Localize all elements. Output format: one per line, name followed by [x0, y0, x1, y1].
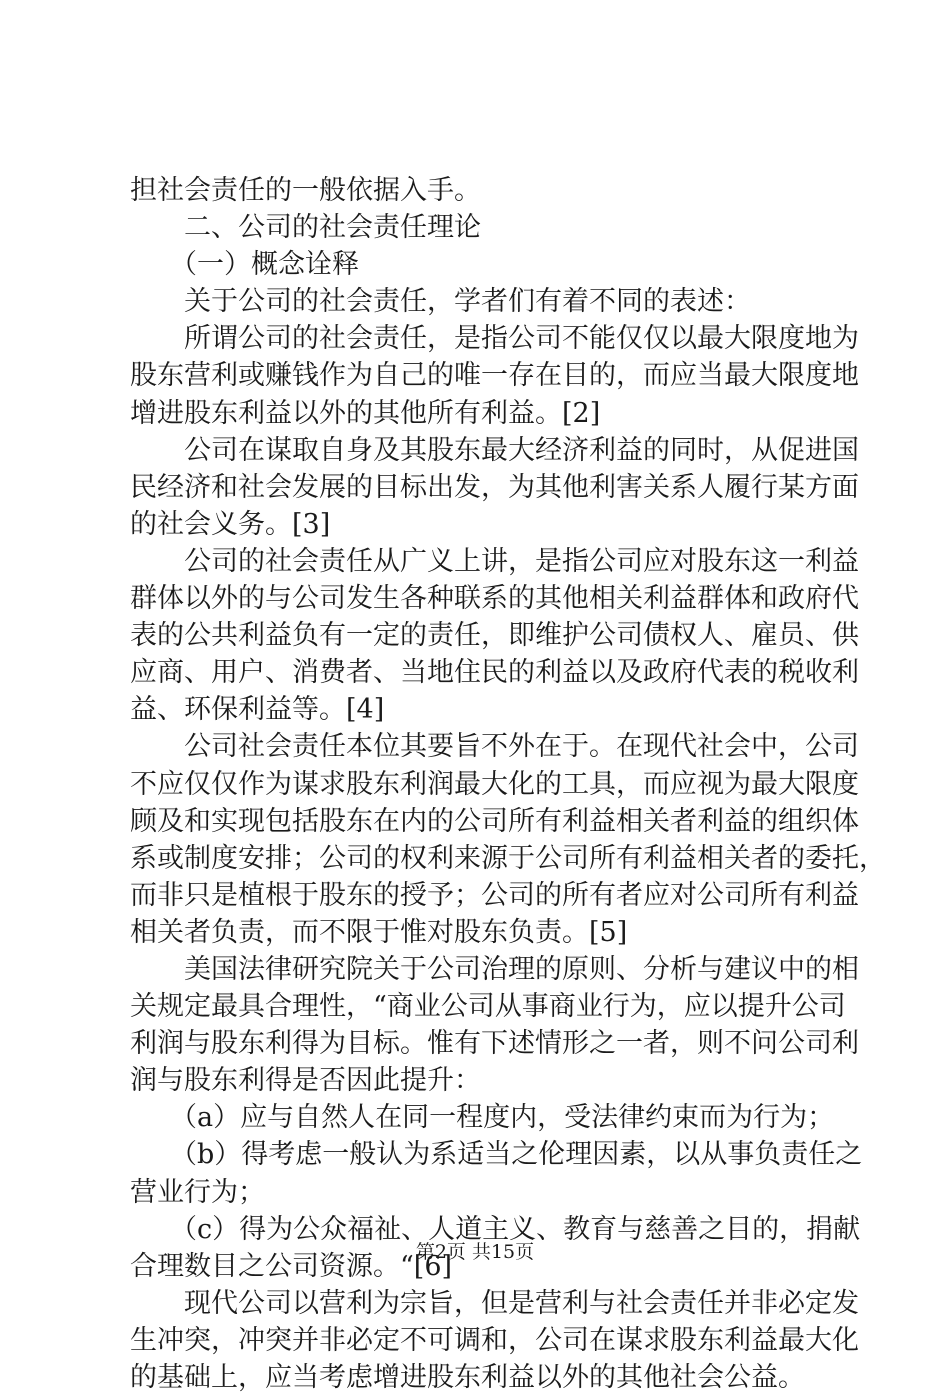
text-line: 关于公司的社会责任，学者们有着不同的表述： [184, 286, 751, 318]
text-line: （a）应与自然人在同一程度内，受法律约束而为行为； [170, 1102, 835, 1134]
text-line: 美国法律研究院关于公司治理的原则、分析与建议中的相 [184, 953, 859, 985]
text-line: 公司在谋取自身及其股东最大经济利益的同时，从促进国 [184, 434, 859, 466]
text-line: （b）得考虑一般认为系适当之伦理因素，以从事负责任之 [170, 1139, 863, 1171]
text-line: 关规定最具合理性，“商业公司从事商业行为，应以提升公司 [130, 991, 846, 1023]
text-line: 润与股东利得是否因此提升： [130, 1065, 481, 1097]
text-line: 系或制度安排；公司的权利来源于公司所有利益相关者的委托， [130, 842, 886, 874]
text-line: 群体以外的与公司发生各种联系的其他相关利益群体和政府代 [130, 583, 859, 615]
text-line: 不应仅仅作为谋求股东利润最大化的工具，而应视为最大限度 [130, 768, 859, 800]
text-line: 相关者负责，而不限于惟对股东负责。[5] [130, 916, 628, 948]
text-line: 股东营利或赚钱作为自己的唯一存在目的，而应当最大限度地 [130, 360, 859, 392]
text-line: 表的公共利益负有一定的责任，即维护公司债权人、雇员、供 [130, 620, 859, 652]
text-line: 公司社会责任本位其要旨不外在于。在现代社会中，公司 [184, 731, 859, 763]
text-line: 利润与股东利得为目标。惟有下述情形之一者，则不问公司利 [130, 1028, 859, 1060]
text-line: 而非只是植根于股东的授予；公司的所有者应对公司所有利益 [130, 879, 859, 911]
text-line: （c）得为公众福祉、人道主义、教育与慈善之目的，捐献 [170, 1213, 861, 1245]
text-line: 增进股东利益以外的其他所有利益。[2] [130, 397, 601, 429]
text-line: 的基础上，应当考虑增进股东利益以外的其他社会公益。 [130, 1362, 805, 1393]
text-line: 合理数目之公司资源。“[6] [130, 1250, 453, 1282]
text-line: 所谓公司的社会责任，是指公司不能仅仅以最大限度地为 [184, 323, 859, 355]
text-line: 生冲突，冲突并非必定不可调和，公司在谋求股东利益最大化 [130, 1324, 859, 1356]
text-line: 益、环保利益等。[4] [130, 694, 385, 726]
page-footer: 第2页 共15页 [415, 1241, 535, 1263]
text-line: 营业行为； [130, 1176, 265, 1208]
text-line: 现代公司以营利为宗旨，但是营利与社会责任并非必定发 [184, 1287, 859, 1319]
text-line: 担社会责任的一般依据入手。 [130, 175, 481, 206]
text-line: 的社会义务。[3] [130, 508, 331, 540]
text-line: 公司的社会责任从广义上讲，是指公司应对股东这一利益 [184, 545, 859, 577]
text-line: （一）概念诠释 [170, 249, 359, 281]
body-text [130, 172, 886, 1396]
text-line: 应商、用户、消费者、当地住民的利益以及政府代表的税收利 [130, 657, 859, 689]
text-line: 民经济和社会发展的目标出发，为其他利害关系人履行某方面 [130, 471, 859, 503]
text-line: 顾及和实现包括股东在内的公司所有利益相关者利益的组织体 [130, 805, 859, 837]
text-line: 二、公司的社会责任理论 [184, 212, 481, 244]
